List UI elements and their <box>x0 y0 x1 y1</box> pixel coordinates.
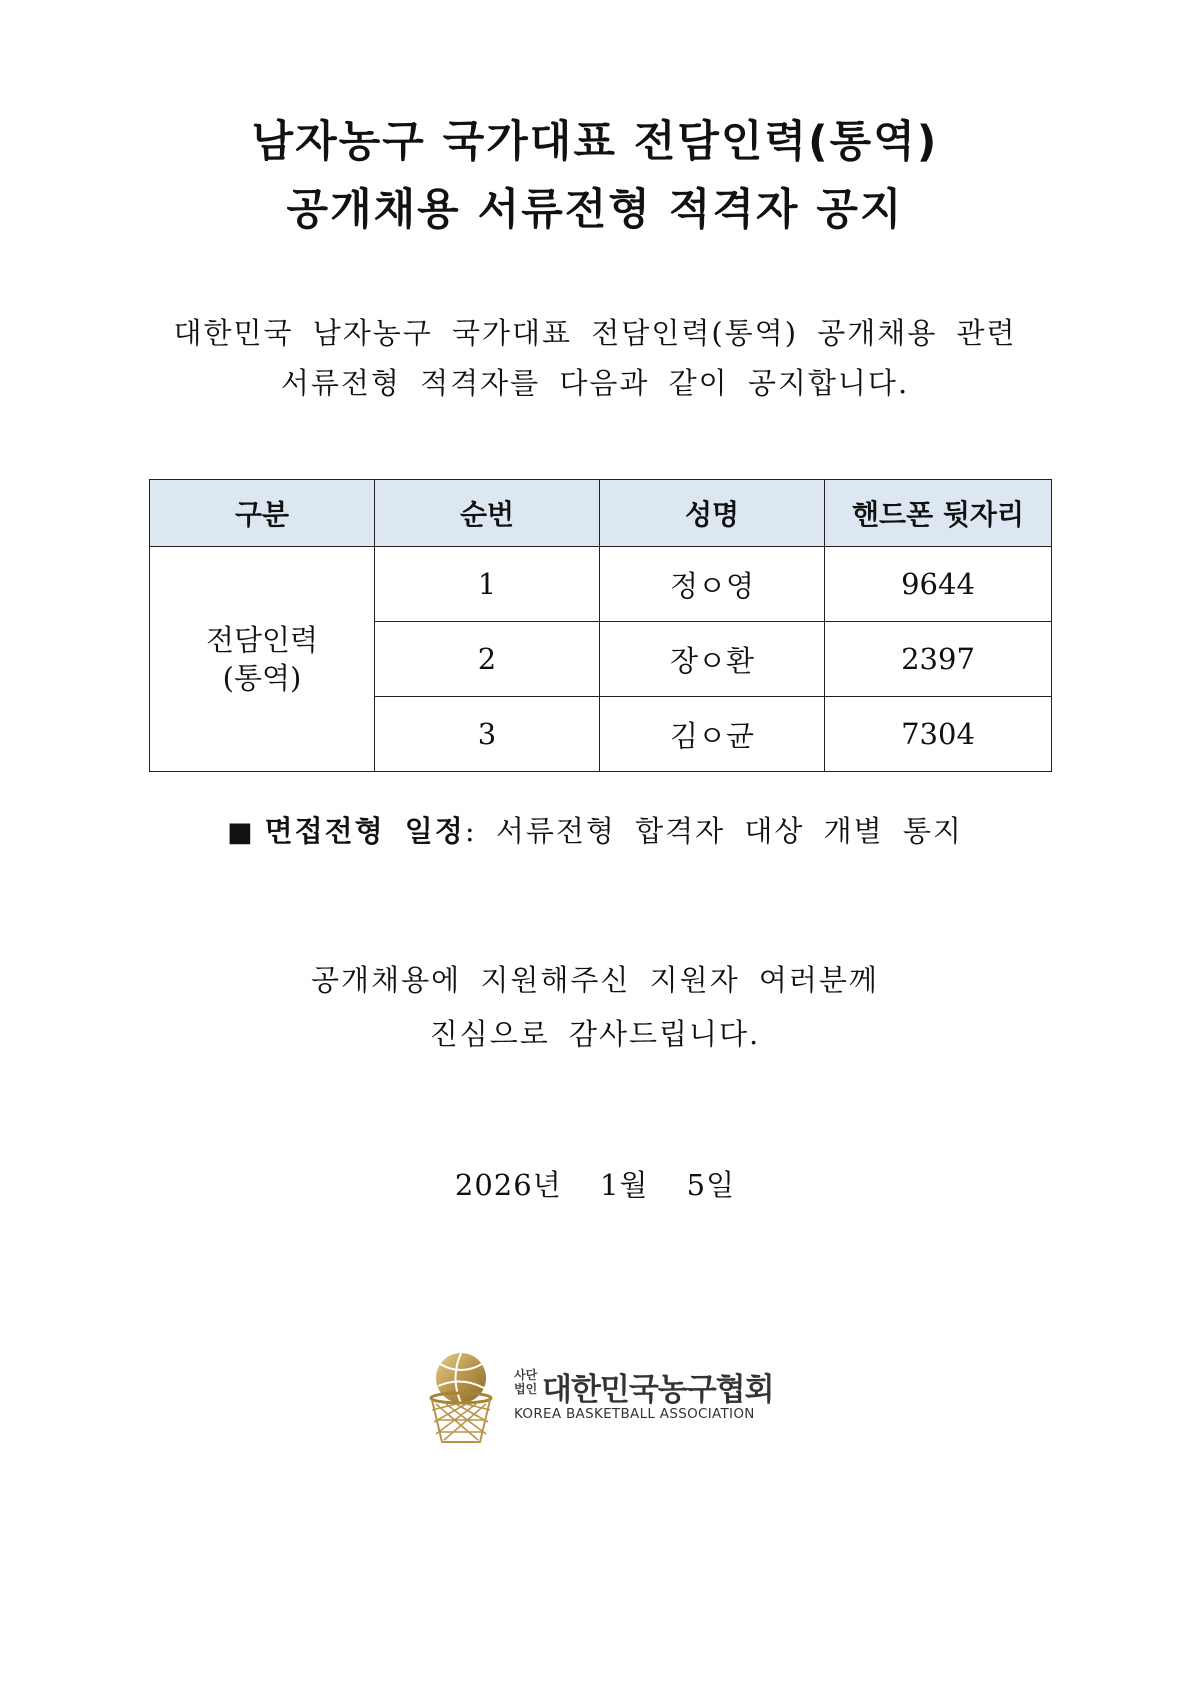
intro-text <box>0 308 1190 408</box>
category-cell <box>150 547 375 772</box>
intro-line-2: 서류전형 적격자를 다음과 같이 공지합니다. <box>280 366 910 400</box>
date-day: 5일 <box>686 1168 736 1202</box>
logo-english: KOREA BASKETBALL ASSOCIATION <box>514 1406 755 1422</box>
schedule-label: 면접전형 일정 <box>264 814 465 848</box>
schedule-text: : 서류전형 합격자 대상 개별 통지 <box>464 814 963 848</box>
category-line-1: 전담인력 <box>205 623 319 657</box>
logo-name: 대한민국농구협회 <box>542 1372 774 1408</box>
cell-name: 정ㅇ영 <box>600 547 825 622</box>
bullet-square-icon: ■ <box>227 817 255 848</box>
cell-phone: 2397 <box>825 622 1052 697</box>
header-category: 구분 <box>150 480 375 547</box>
cell-number: 1 <box>375 547 600 622</box>
title-line-1: 남자농구 국가대표 전담인력(통역) <box>251 117 939 167</box>
kba-logo <box>420 1350 780 1450</box>
logo-prefix-bottom: 법인 <box>514 1382 538 1396</box>
thanks-message <box>0 953 1190 1061</box>
cell-phone: 7304 <box>825 697 1052 772</box>
page-title <box>0 108 1190 244</box>
cell-number: 3 <box>375 697 600 772</box>
notice-date <box>0 1163 1190 1204</box>
header-number: 순번 <box>375 480 600 547</box>
thanks-line-2: 진심으로 감사드립니다. <box>429 1017 761 1051</box>
date-year: 2026년 <box>454 1168 562 1202</box>
date-month: 1월 <box>599 1168 649 1202</box>
header-phone: 핸드폰 뒷자리 <box>825 480 1052 547</box>
cell-number: 2 <box>375 622 600 697</box>
thanks-line-1: 공개채용에 지원해주신 지원자 여러분께 <box>311 963 879 997</box>
basketball-net-logo-icon <box>420 1350 502 1450</box>
logo-prefix-top: 사단 <box>514 1368 538 1382</box>
table-row <box>150 547 1052 622</box>
header-name: 성명 <box>600 480 825 547</box>
cell-name: 장ㅇ환 <box>600 622 825 697</box>
table-header-row <box>150 480 1052 547</box>
title-line-2: 공개채용 서류전형 적격자 공지 <box>286 185 904 235</box>
cell-name: 김ㅇ균 <box>600 697 825 772</box>
cell-phone: 9644 <box>825 547 1052 622</box>
logo-prefix <box>514 1368 540 1396</box>
interview-schedule <box>0 809 1190 850</box>
intro-line-1: 대한민국 남자농구 국가대표 전담인력(통역) 공개채용 관련 <box>173 316 1017 350</box>
result-table <box>149 479 1052 772</box>
category-line-2: (통역) <box>222 661 302 695</box>
